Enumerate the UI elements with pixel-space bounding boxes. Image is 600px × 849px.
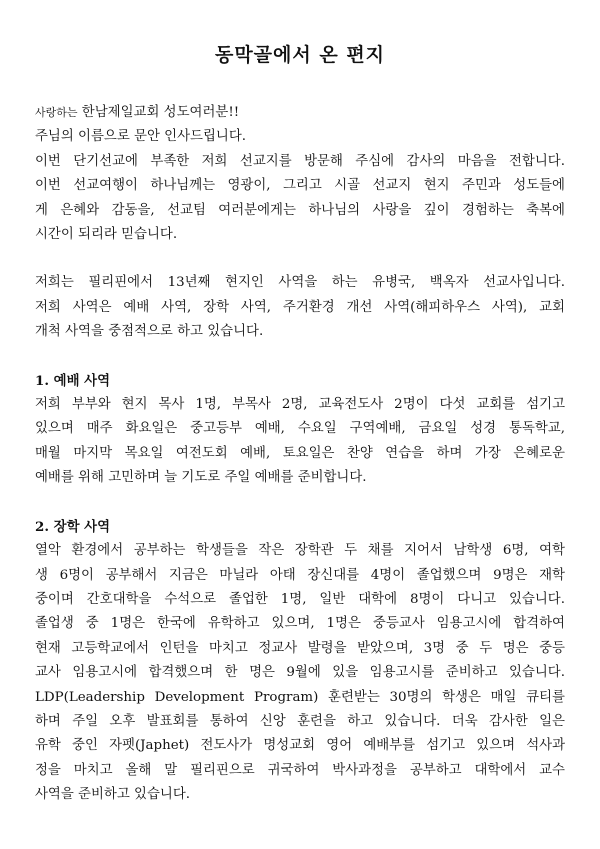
worship-line: 매월 마지막 목요일 여전도회 예배, 토요일은 찬양 연습을 하며 가장 은혜로운 bbox=[35, 445, 565, 461]
intro-line: 이번 단기선교에 부족한 저희 선교지를 방문해 주심에 감사의 마음을 전합니다. bbox=[35, 153, 565, 169]
greeting-lead: 사랑하는 bbox=[35, 106, 78, 119]
scholarship-line: 하며 주일 오후 발표회를 통하여 신앙 훈련을 하고 있습니다. 더욱 감사한 일은 bbox=[35, 713, 565, 729]
about-line: 저희 사역은 예배 사역, 장학 사역, 주거환경 개선 사역(해피하우스 사역), 교회 bbox=[35, 299, 565, 315]
scholarship-line: LDP(Leadership Development Program) 훈련받는 30명의 학생은 매일 큐티를 bbox=[35, 689, 565, 705]
scholarship-line: 정을 마치고 올해 말 필리핀으로 귀국하여 박사과정을 공부하고 대학에서 교수 bbox=[35, 762, 565, 778]
about-paragraph bbox=[35, 271, 565, 344]
about-line: 개척 사역을 중점적으로 하고 있습니다. bbox=[35, 324, 264, 340]
scholarship-paragraph bbox=[35, 539, 565, 807]
intro-line: 시간이 되리라 믿습니다. bbox=[35, 227, 178, 243]
scholarship-line: 현재 고등학교에서 인턴을 마치고 정교사 발령을 받았으며, 3명 중 두 명은 중등 bbox=[35, 640, 565, 656]
about-line: 저희는 필리핀에서 13년째 현지인 사역을 하는 유병국, 백옥자 선교사입니다. bbox=[35, 275, 565, 291]
intro-line: 게 은혜와 감동을, 선교팀 여러분에게는 하나님의 사랑을 깊이 경험하는 축복에 bbox=[35, 202, 565, 218]
scholarship-line: 열악 환경에서 공부하는 학생들을 작은 장학관 두 채를 지어서 남학생 6명, 여학 bbox=[35, 543, 565, 559]
worship-line: 있으며 매주 화요일은 중고등부 예배, 수요일 구역예배, 금요일 성경 통독학교, bbox=[35, 421, 565, 437]
scholarship-line: 교사 임용고시에 합격했으며 한 명은 9월에 있을 임용고시를 준비하고 있습니다. bbox=[35, 665, 565, 681]
worship-line: 저희 부부와 현지 목사 1명, 부목사 2명, 교육전도사 2명이 다섯 교회를 섬기고 bbox=[35, 397, 565, 413]
scholarship-line: 졸업생 중 1명은 한국에 유학하고 있으며, 1명은 중등교사 임용고시에 합격하여 bbox=[35, 616, 565, 632]
scholarship-line: 중이며 간호대학을 수석으로 졸업한 1명, 일반 대학에 8명이 다니고 있습니다. bbox=[35, 591, 565, 607]
greeting-line bbox=[35, 101, 565, 125]
spacer bbox=[35, 345, 565, 369]
scholarship-line: 생 6명이 공부해서 지금은 마닐라 아태 장신대를 4명이 졸업했으며 9명은 재학 bbox=[35, 567, 565, 583]
page-title: 동막골에서 온 편지 bbox=[214, 44, 386, 66]
worship-paragraph bbox=[35, 393, 565, 491]
spacer bbox=[35, 247, 565, 271]
greeting-rest: 한남제일교회 성도여러분!! bbox=[77, 105, 240, 120]
spacer bbox=[35, 491, 565, 515]
scholarship-line: 유학 중인 자펫(Japhet) 전도사가 명성교회 영어 예배부를 섬기고 있으며 석사과 bbox=[35, 738, 565, 754]
scholarship-line: 사역을 준비하고 있습니다. bbox=[35, 787, 191, 803]
intro-line: 주님의 이름으로 문안 인사드립니다. bbox=[35, 129, 247, 145]
intro-line: 이번 선교여행이 하나님께는 영광이, 그리고 시골 선교지 현지 주민과 성도들에 bbox=[35, 178, 565, 194]
intro-paragraph bbox=[35, 101, 565, 247]
section-heading-scholarship: 2. 장학 사역 bbox=[35, 518, 111, 535]
section-heading-worship: 1. 예배 사역 bbox=[35, 372, 111, 389]
worship-line: 예배를 위해 고민하며 늘 기도로 주일 예배를 준비합니다. bbox=[35, 470, 367, 486]
